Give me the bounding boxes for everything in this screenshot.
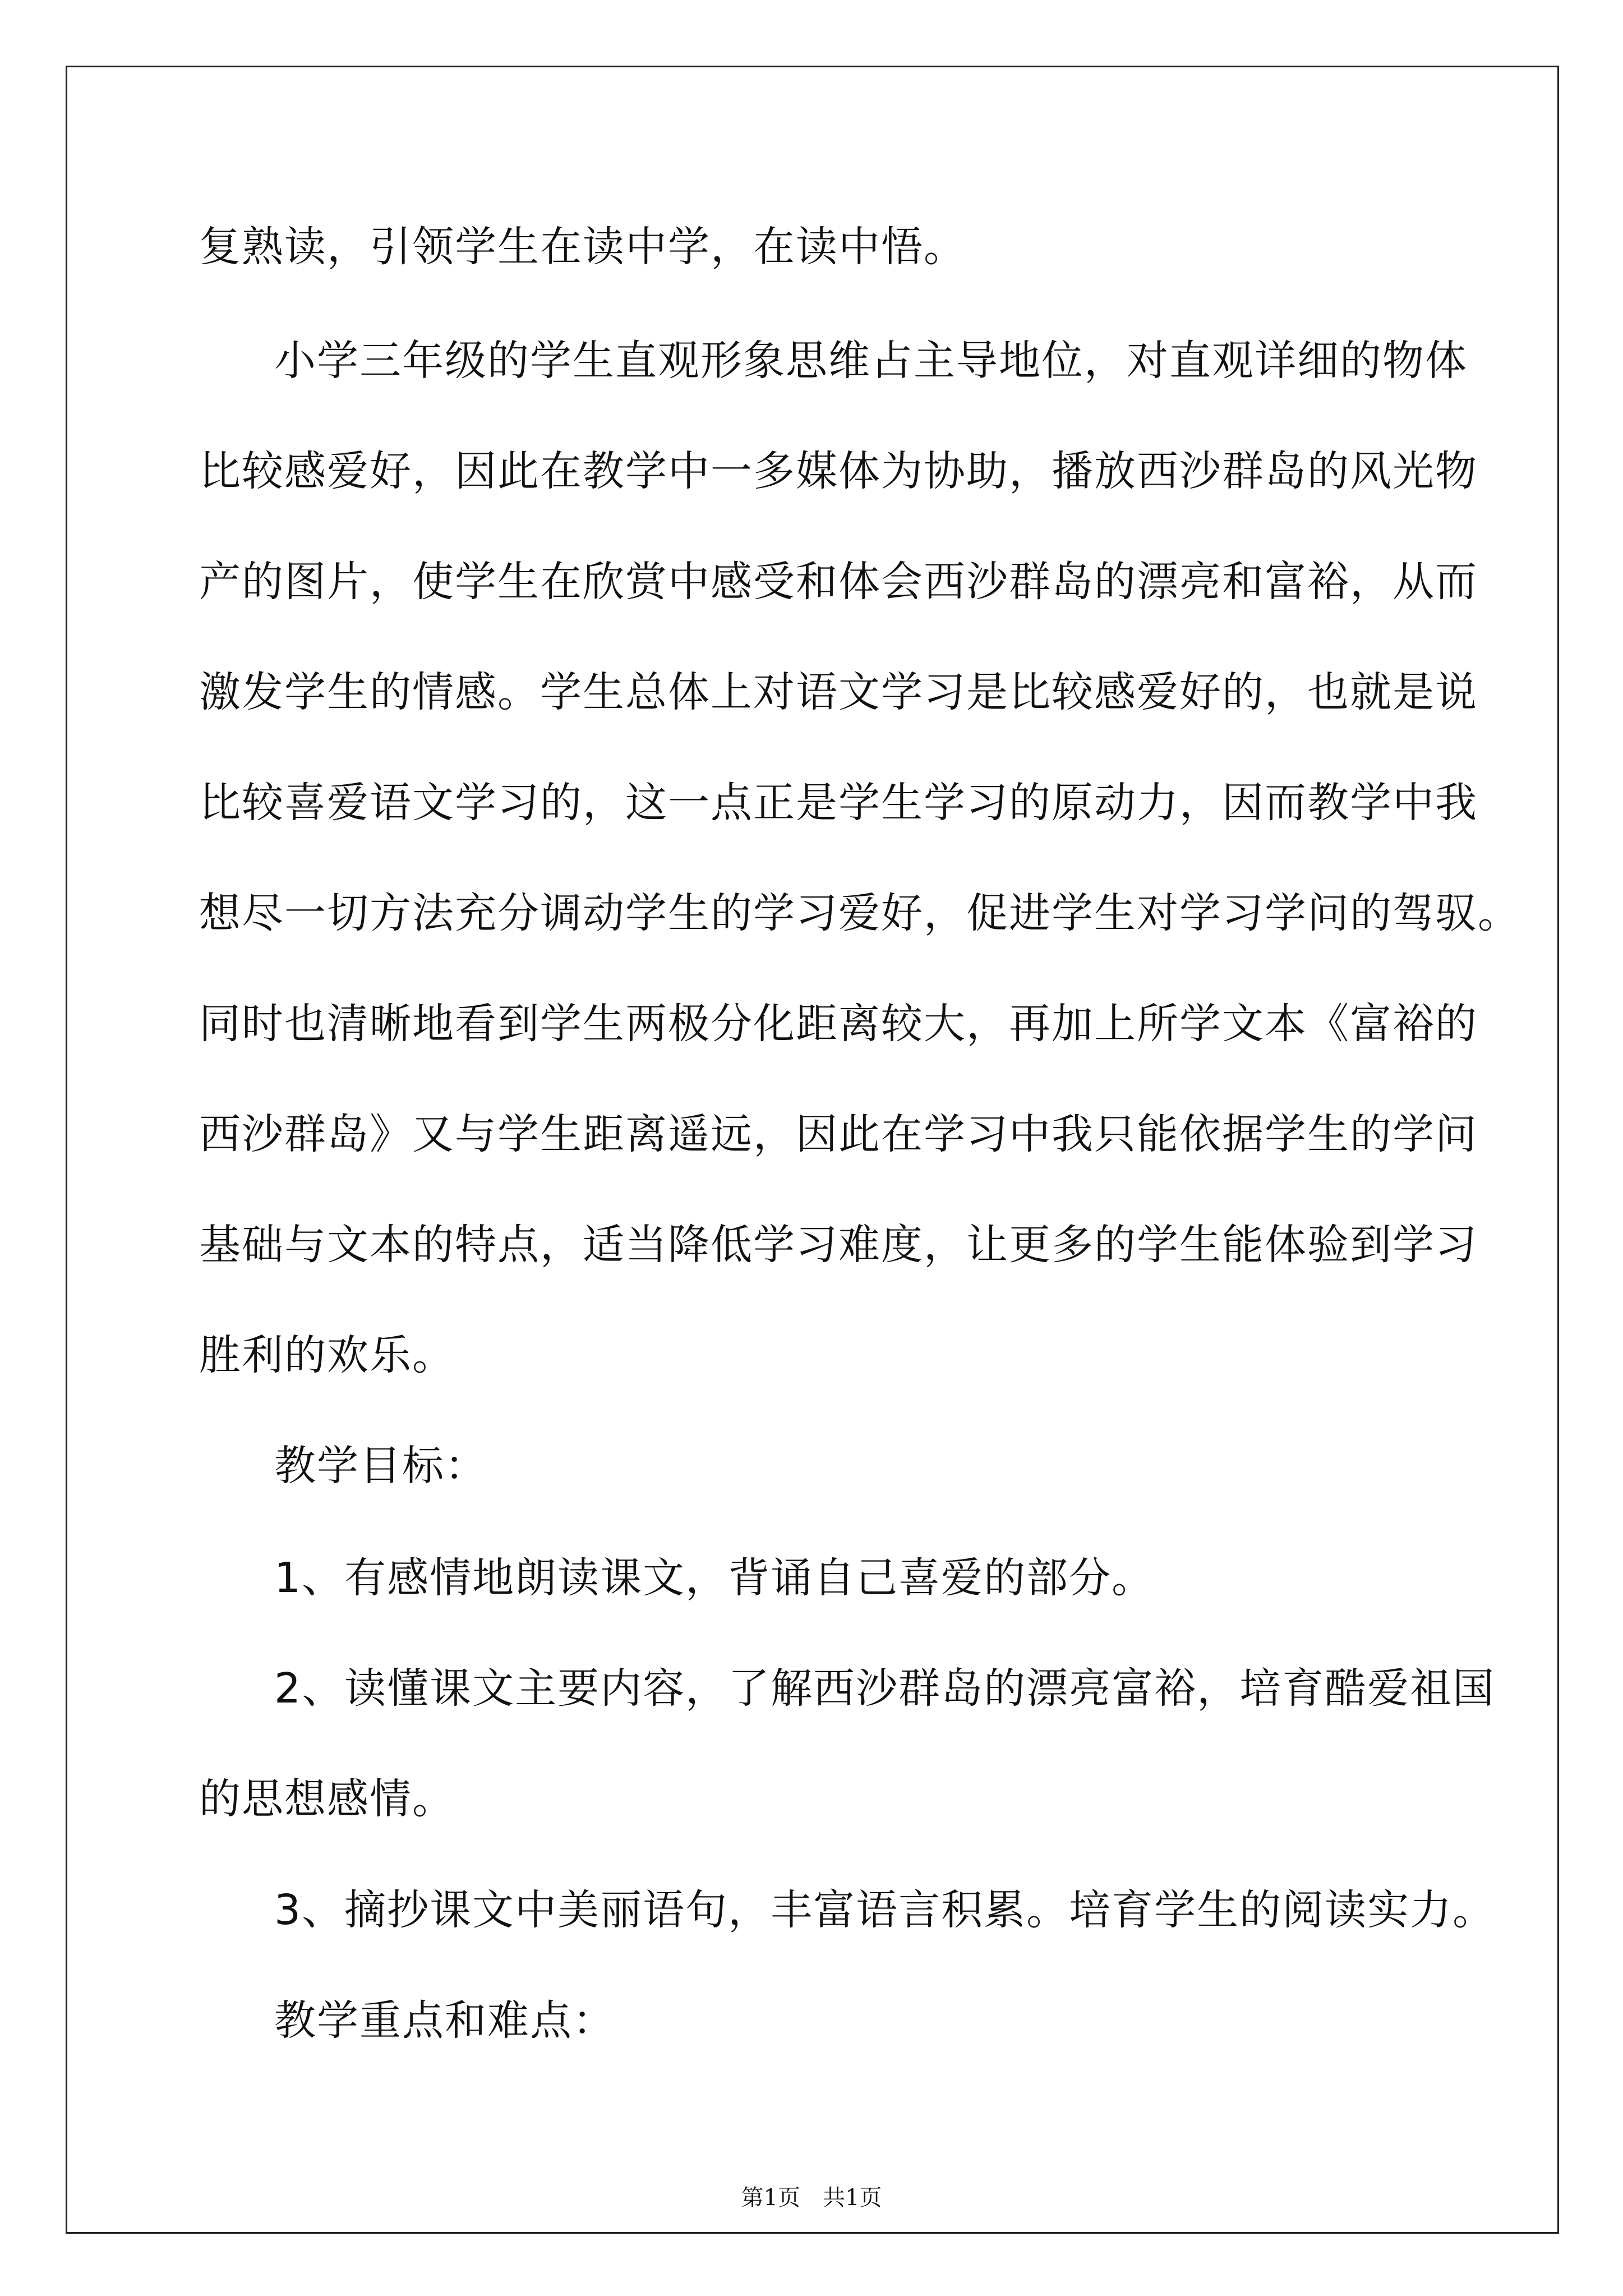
text-line: 基础与文本的特点，适当降低学习难度，让更多的学生能体验到学习 — [199, 1221, 1478, 1269]
text-line: 想尽一切方法充分调动学生的学习爱好，促进学生对学习学问的驾驭。 — [199, 889, 1520, 937]
list-item: 3、摘抄课文中美丽语句，丰富语言积累。培育学生的阅读实力。 — [274, 1886, 1496, 1934]
text-line: 西沙群岛》又与学生距离遥远，因此在学习中我只能依据学生的学问 — [199, 1110, 1478, 1158]
text-line: 复熟读，引领学生在读中学，在读中悟。 — [199, 223, 966, 271]
text-line: 比较感爱好，因此在教学中一多媒体为协助，播放西沙群岛的风光物 — [199, 447, 1478, 495]
text-line: 的思想感情。 — [199, 1775, 455, 1823]
section-heading: 教学目标： — [274, 1442, 487, 1490]
text-line: 胜利的欢乐。 — [199, 1331, 455, 1379]
text-line: 比较喜爱语文学习的，这一点正是学生学习的原动力，因而教学中我 — [199, 779, 1478, 827]
text-line: 同时也清晰地看到学生两极分化距离较大，再加上所学文本《富裕的 — [199, 1000, 1478, 1048]
text-line: 激发学生的情感。学生总体上对语文学习是比较感爱好的，也就是说 — [199, 668, 1478, 716]
text-line: 小学三年级的学生直观形象思维占主导地位，对直观详细的物体 — [274, 337, 1468, 385]
list-item: 2、读懂课文主要内容，了解西沙群岛的漂亮富裕，培育酷爱祖国 — [274, 1664, 1496, 1713]
page-footer: 第1页 共1页 — [741, 2185, 882, 2211]
list-item: 1、有感情地朗读课文，背诵自己喜爱的部分。 — [274, 1554, 1155, 1602]
section-heading: 教学重点和难点： — [274, 1996, 615, 2045]
text-line: 产的图片，使学生在欣赏中感受和体会西沙群岛的漂亮和富裕，从而 — [199, 558, 1478, 606]
